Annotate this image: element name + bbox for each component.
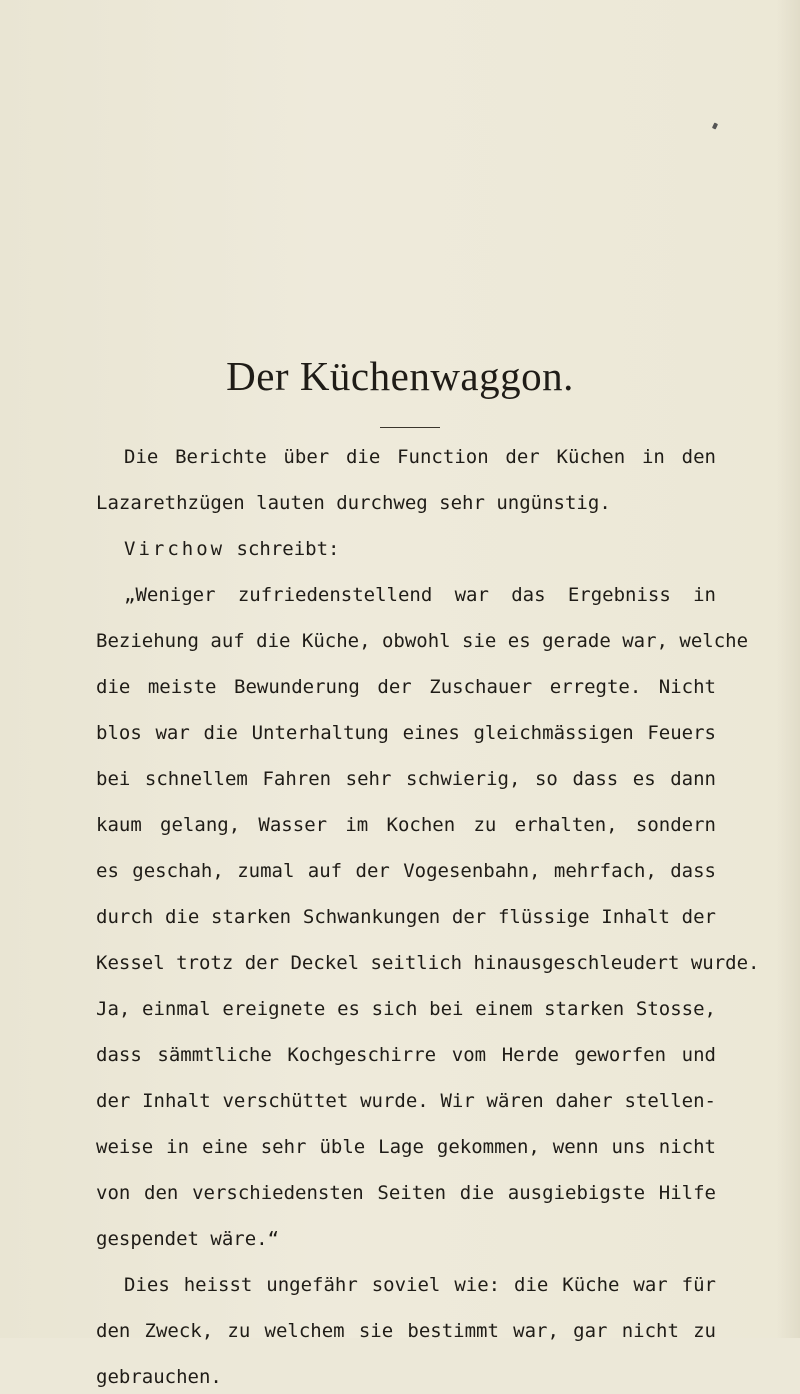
text-line: blos war die Unterhaltung eines gleichmässigen Feuers	[96, 722, 716, 744]
text-line: von den verschiedensten Seiten die ausgiebigste Hilfe	[96, 1182, 716, 1204]
text-line: durch die starken Schwankungen der flüssige Inhalt der	[96, 906, 716, 928]
text-line: Lazarethzügen lauten durchweg sehr ungünstig.	[96, 492, 611, 514]
text-line: bei schnellem Fahren sehr schwierig, so dass es dann	[96, 768, 716, 790]
text-line: Ja, einmal ereignete es sich bei einem starken Stosse,	[96, 998, 716, 1020]
author-name: Virchow	[124, 538, 226, 560]
text-line: dass sämmtliche Kochgeschirre vom Herde geworfen und	[96, 1044, 716, 1066]
text-line	[124, 532, 339, 566]
title-divider	[380, 427, 440, 428]
chapter-title: Der Küchenwaggon.	[226, 353, 574, 399]
text-line: den Zweck, zu welchem sie bestimmt war, gar nicht zu	[96, 1320, 716, 1342]
text-fragment: schreibt:	[236, 538, 340, 560]
text-line: Dies heisst ungefähr soviel wie: die Küche war für	[124, 1274, 716, 1296]
text-line: die meiste Bewunderung der Zuschauer erregte. Nicht	[96, 676, 716, 698]
text-line: gespendet wäre.“	[96, 1228, 280, 1250]
text-line: Beziehung auf die Küche, obwohl sie es gerade war, welche	[96, 630, 749, 652]
ink-speck	[712, 122, 718, 129]
page-edge-shadow	[776, 0, 800, 1338]
text-line: Die Berichte über die Function der Küchen in den	[124, 446, 716, 468]
text-line: Kessel trotz der Deckel seitlich hinausgeschleudert wurde.	[96, 952, 760, 974]
text-line: es geschah, zumal auf der Vogesenbahn, mehrfach, dass	[96, 860, 716, 882]
text-line: kaum gelang, Wasser im Kochen zu erhalten, sondern	[96, 814, 716, 836]
text-line: weise in eine sehr üble Lage gekommen, wenn uns nicht	[96, 1136, 716, 1158]
text-line: „Weniger zufriedenstellend war das Ergebniss in	[124, 584, 716, 606]
text-line: gebrauchen.	[96, 1366, 222, 1388]
text-line: der Inhalt verschüttet wurde. Wir wären daher stellen-	[96, 1090, 716, 1112]
